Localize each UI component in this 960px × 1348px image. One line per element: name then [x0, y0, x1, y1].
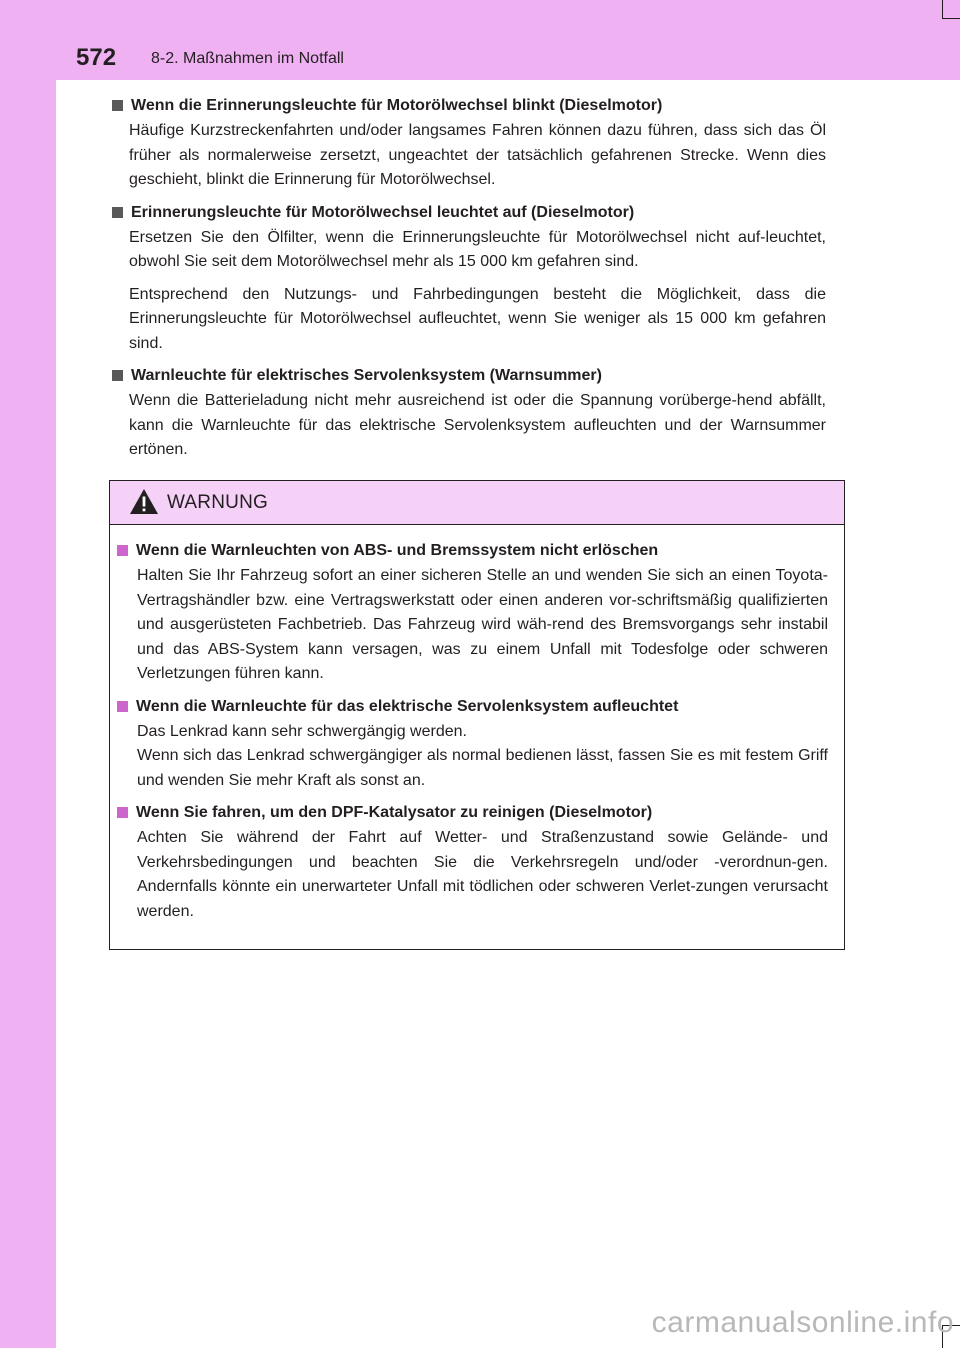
square-bullet-icon — [112, 370, 123, 381]
section-item — [110, 94, 826, 193]
square-bullet-icon — [112, 100, 123, 111]
warning-item — [115, 801, 828, 924]
header-band — [56, 0, 960, 80]
square-bullet-icon — [117, 701, 128, 712]
warning-triangle-icon — [129, 488, 159, 515]
warning-paragraph: Wenn sich das Lenkrad schwergängiger als normal bedienen lässt, fassen Sie es mit festem Griff und wenden Sie mehr Kraft als sonst an. — [137, 747, 828, 789]
warning-paragraph: Achten Sie während der Fahrt auf Wetter- und Straßenzustand sowie Gelände- und Verkehrsbedingungen und beachten Sie die Verkehrsregeln und/oder -verordnun-gen. Andernfalls könnte ein unerwarteter Unfall mit tödlichen oder schweren Verlet-zungen verursacht werden. — [137, 829, 828, 920]
item-title: Warnleuchte für elektrisches Servolenksystem (Warnsummer) — [131, 367, 602, 384]
item-paragraph: Ersetzen Sie den Ölfilter, wenn die Erinnerungsleuchte für Motorölwechsel nicht auf-leuchtet, obwohl Sie seit dem Motorölwechsel mehr als 15 000 km gefahren sind. — [129, 228, 826, 270]
crop-mark — [942, 18, 960, 19]
warning-item-title: Wenn Sie fahren, um den DPF-Katalysator zu reinigen (Dieselmotor) — [136, 804, 653, 821]
warning-body — [110, 525, 844, 924]
sidebar-band — [0, 0, 56, 1348]
warning-item-title: Wenn die Warnleuchten von ABS- und Bremssystem nicht erlöschen — [136, 542, 659, 559]
item-title: Erinnerungsleuchte für Motorölwechsel leuchtet auf (Dieselmotor) — [131, 203, 635, 221]
square-bullet-icon — [117, 545, 128, 556]
warning-paragraph: Das Lenkrad kann sehr schwergängig werden. — [137, 722, 467, 740]
warning-header — [110, 481, 844, 525]
item-paragraph: Wenn die Batterieladung nicht mehr ausreichend ist oder die Spannung vorüberge-hend abfällt, kann die Warnleuchte für das elektrische Servolenksystem aufleuchten und der Warnsummer ertönen. — [129, 392, 826, 458]
section-item — [110, 201, 826, 357]
warning-item — [115, 695, 828, 794]
square-bullet-icon — [117, 807, 128, 818]
warning-box — [109, 480, 845, 950]
crop-mark — [942, 0, 943, 18]
warning-item — [115, 539, 828, 687]
item-paragraph: Häufige Kurzstreckenfahrten und/oder langsames Fahren können dazu führen, dass sich das Öl früher als normalerweise zersetzt, ungeachtet der tatsächlich gefahrenen Strecke. Wenn dies geschieht, blinkt die Erinnerung für Motorölwechsel. — [129, 122, 826, 188]
item-title: Wenn die Erinnerungsleuchte für Motorölwechsel blinkt (Dieselmotor) — [131, 97, 663, 114]
warning-label: WARNUNG — [167, 492, 268, 513]
section-title: 8-2. Maßnahmen im Notfall — [151, 50, 344, 67]
square-bullet-icon — [112, 207, 123, 218]
item-paragraph: Entsprechend den Nutzungs- und Fahrbedingungen besteht die Möglichkeit, dass die Erinnerungsleuchte für Motorölwechsel aufleuchtet, wenn Sie weniger als 15 000 km gefahren sind. — [129, 285, 826, 352]
section-item — [110, 364, 826, 463]
warning-item-title: Wenn die Warnleuchte für das elektrische Servolenksystem aufleuchtet — [136, 697, 679, 715]
page-number: 572 — [76, 44, 117, 71]
watermark: carmanualsonline.info — [651, 1306, 954, 1339]
warning-paragraph: Halten Sie Ihr Fahrzeug sofort an einer sicheren Stelle an und wenden Sie sich an einen Toyota-Vertragshändler bzw. eine Vertragswerkstatt oder einen anderen vor-schriftsmäßig qualifizierten und ausgerüsteten Fachbetrieb. Das Fahrzeug wird wäh-rend des Bremsvorgangs sehr instabil und das ABS-System kann versagen, was zu einem Unfall mit Todesfolge oder schweren Verletzungen führen kann. — [137, 567, 828, 682]
main-content — [110, 94, 826, 471]
